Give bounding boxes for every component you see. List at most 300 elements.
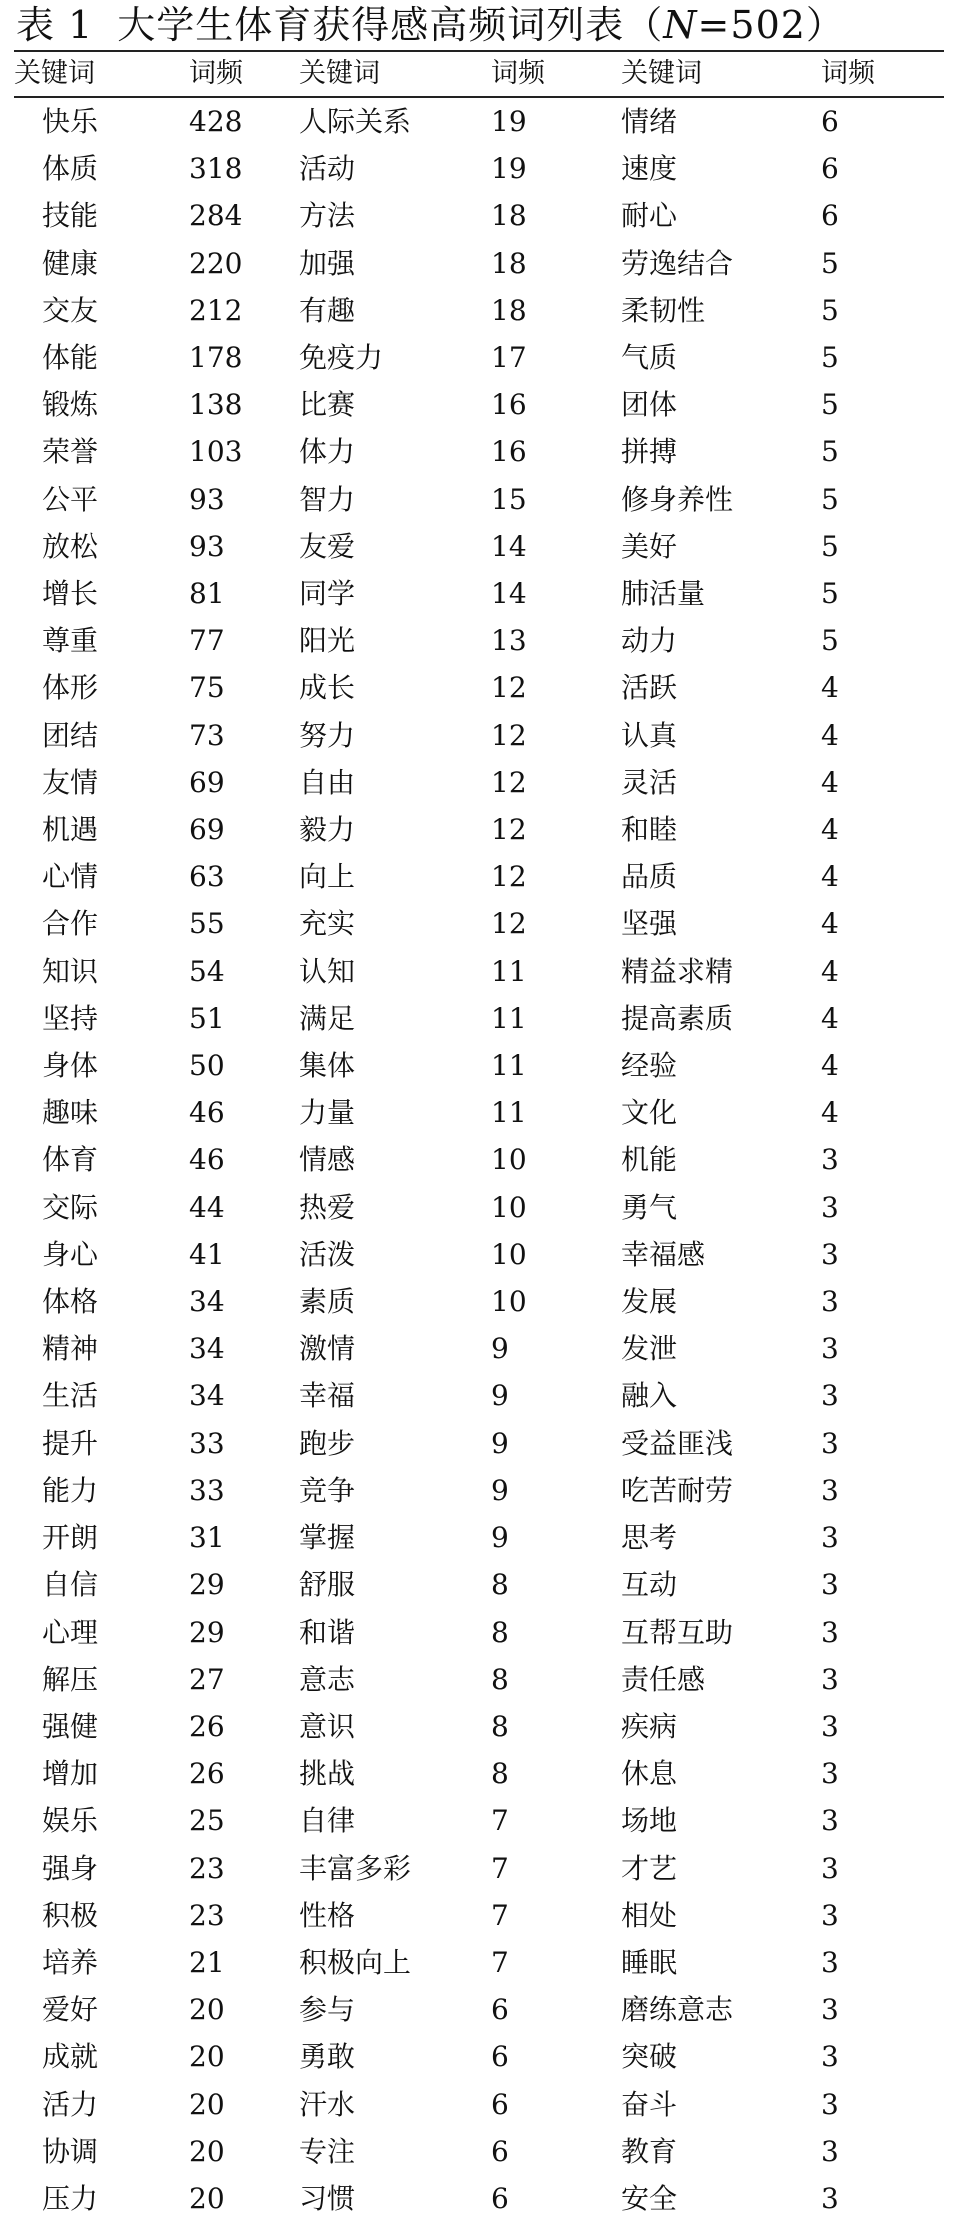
cell-keyword-3: 磨练意志	[621, 1993, 734, 2027]
table-row	[14, 97, 944, 145]
cell-keyword-2: 自由	[299, 765, 356, 799]
table-row	[14, 853, 944, 900]
document-page	[14, 0, 944, 2222]
cell-keyword-1: 体形	[42, 671, 99, 705]
cell-frequency-3: 3	[821, 1757, 839, 1791]
table-title: 大学生体育获得感高频词列表	[117, 3, 625, 47]
cell-frequency-1: 63	[189, 860, 225, 894]
table-row	[14, 192, 944, 239]
cell-keyword-3: 提高素质	[621, 1001, 734, 1035]
cell-keyword-3: 机能	[621, 1143, 678, 1177]
cell-frequency-2: 19	[491, 152, 527, 186]
cell-frequency-2: 9	[491, 1332, 509, 1366]
cell-keyword-2: 认知	[299, 954, 356, 988]
cell-keyword-2: 向上	[299, 860, 356, 894]
cell-frequency-3: 5	[821, 341, 839, 375]
cell-frequency-2: 8	[491, 1568, 509, 1602]
cell-keyword-3: 吃苦耐劳	[621, 1473, 734, 1507]
cell-keyword-2: 有趣	[299, 293, 356, 327]
table-caption	[14, 0, 944, 50]
sample-size-value: =502	[697, 3, 806, 47]
cell-keyword-1: 精神	[42, 1332, 99, 1366]
cell-keyword-3: 才艺	[621, 1851, 678, 1885]
cell-keyword-1: 活力	[42, 2087, 99, 2121]
cell-frequency-1: 93	[189, 529, 225, 563]
cell-keyword-1: 解压	[42, 1662, 99, 1696]
cell-frequency-2: 11	[491, 954, 527, 988]
cell-keyword-1: 机遇	[42, 813, 99, 847]
cell-frequency-2: 9	[491, 1521, 509, 1555]
table-row	[14, 2081, 944, 2128]
table-row	[14, 617, 944, 664]
table-header-row	[14, 51, 944, 97]
cell-frequency-2: 12	[491, 765, 527, 799]
table-row	[14, 428, 944, 475]
cell-frequency-3: 3	[821, 2134, 839, 2168]
table-row	[14, 334, 944, 381]
cell-keyword-3: 坚强	[621, 907, 678, 941]
table-row	[14, 381, 944, 428]
cell-frequency-1: 20	[189, 2134, 225, 2168]
sample-size-symbol: N	[663, 3, 698, 47]
table-row	[14, 995, 944, 1042]
cell-frequency-3: 3	[821, 1709, 839, 1743]
cell-frequency-2: 6	[491, 2040, 509, 2074]
cell-frequency-3: 6	[821, 105, 839, 138]
cell-keyword-1: 体质	[42, 152, 99, 186]
cell-frequency-2: 12	[491, 718, 527, 752]
cell-frequency-3: 3	[821, 1190, 839, 1224]
cell-frequency-1: 20	[189, 2087, 225, 2121]
cell-frequency-3: 3	[821, 1615, 839, 1649]
cell-keyword-1: 自信	[42, 1568, 99, 1602]
cell-frequency-3: 4	[821, 907, 839, 941]
cell-keyword-2: 免疫力	[299, 341, 384, 375]
table-row	[14, 2175, 944, 2222]
cell-keyword-1: 生活	[42, 1379, 99, 1413]
cell-frequency-2: 10	[491, 1285, 527, 1319]
cell-frequency-2: 10	[491, 1143, 527, 1177]
cell-frequency-1: 46	[189, 1096, 225, 1130]
caption-close-paren: ）	[805, 3, 845, 47]
cell-keyword-2: 加强	[299, 246, 356, 280]
cell-keyword-3: 气质	[621, 341, 678, 375]
cell-frequency-2: 16	[491, 388, 527, 422]
cell-keyword-2: 努力	[299, 718, 356, 752]
cell-keyword-1: 尊重	[42, 624, 99, 658]
cell-frequency-3: 4	[821, 954, 839, 988]
cell-frequency-1: 75	[189, 671, 225, 705]
cell-frequency-1: 51	[189, 1001, 225, 1035]
cell-keyword-2: 性格	[299, 1898, 356, 1932]
header-keyword-1: 关键词	[14, 51, 189, 97]
cell-keyword-1: 积极	[42, 1898, 99, 1932]
cell-keyword-2: 掌握	[299, 1521, 356, 1555]
cell-keyword-2: 幸福	[299, 1379, 356, 1413]
cell-keyword-1: 合作	[42, 907, 99, 941]
cell-keyword-3: 经验	[621, 1049, 678, 1083]
table-row	[14, 1231, 944, 1278]
cell-keyword-3: 责任感	[621, 1662, 706, 1696]
cell-frequency-3: 4	[821, 1096, 839, 1130]
cell-keyword-1: 公平	[42, 482, 99, 516]
cell-keyword-3: 场地	[621, 1804, 678, 1838]
table-row	[14, 287, 944, 334]
cell-keyword-1: 趣味	[42, 1096, 99, 1130]
cell-keyword-1: 娱乐	[42, 1804, 99, 1838]
cell-keyword-1: 成就	[42, 2040, 99, 2074]
cell-keyword-3: 劳逸结合	[621, 246, 734, 280]
cell-frequency-1: 93	[189, 482, 225, 516]
cell-frequency-2: 7	[491, 1804, 509, 1838]
cell-keyword-3: 肺活量	[621, 577, 706, 611]
table-row	[14, 712, 944, 759]
cell-frequency-3: 3	[821, 1662, 839, 1696]
cell-frequency-1: 220	[189, 246, 243, 280]
table-row	[14, 1656, 944, 1703]
keyword-frequency-table	[14, 50, 944, 2222]
cell-keyword-2: 智力	[299, 482, 356, 516]
cell-keyword-2: 比赛	[299, 388, 356, 422]
cell-keyword-2: 素质	[299, 1285, 356, 1319]
cell-keyword-1: 身心	[42, 1237, 99, 1271]
cell-frequency-2: 6	[491, 1993, 509, 2027]
cell-keyword-2: 情感	[299, 1143, 356, 1177]
cell-keyword-2: 力量	[299, 1096, 356, 1130]
cell-keyword-3: 美好	[621, 529, 678, 563]
cell-keyword-2: 热爱	[299, 1190, 356, 1224]
cell-frequency-1: 27	[189, 1662, 225, 1696]
cell-frequency-3: 3	[821, 1568, 839, 1602]
table-row	[14, 1467, 944, 1514]
table-row	[14, 523, 944, 570]
cell-frequency-1: 23	[189, 1851, 225, 1885]
cell-frequency-3: 3	[821, 1993, 839, 2027]
cell-frequency-1: 50	[189, 1049, 225, 1083]
table-row	[14, 1986, 944, 2033]
cell-keyword-2: 成长	[299, 671, 356, 705]
cell-frequency-2: 6	[491, 2134, 509, 2168]
cell-frequency-3: 3	[821, 1473, 839, 1507]
cell-frequency-1: 138	[189, 388, 243, 422]
cell-frequency-2: 7	[491, 1898, 509, 1932]
table-row	[14, 806, 944, 853]
cell-frequency-1: 318	[189, 152, 243, 186]
cell-frequency-3: 3	[821, 1521, 839, 1555]
cell-keyword-2: 竞争	[299, 1473, 356, 1507]
cell-frequency-3: 3	[821, 1945, 839, 1979]
cell-frequency-1: 428	[189, 105, 243, 138]
cell-keyword-3: 教育	[621, 2134, 678, 2168]
table-number: 表 1	[16, 3, 94, 47]
cell-keyword-2: 丰富多彩	[299, 1851, 412, 1885]
cell-frequency-3: 4	[821, 813, 839, 847]
cell-frequency-1: 46	[189, 1143, 225, 1177]
table-row	[14, 1797, 944, 1844]
cell-keyword-2: 活动	[299, 152, 356, 186]
table-row	[14, 1420, 944, 1467]
cell-frequency-3: 3	[821, 2181, 839, 2215]
cell-keyword-3: 互动	[621, 1568, 678, 1602]
cell-keyword-1: 强身	[42, 1851, 99, 1885]
cell-frequency-2: 12	[491, 907, 527, 941]
cell-frequency-1: 178	[189, 341, 243, 375]
cell-keyword-1: 能力	[42, 1473, 99, 1507]
cell-keyword-3: 幸福感	[621, 1237, 706, 1271]
cell-keyword-1: 心情	[42, 860, 99, 894]
table-row	[14, 1750, 944, 1797]
cell-keyword-2: 同学	[299, 577, 356, 611]
cell-frequency-1: 81	[189, 577, 225, 611]
cell-keyword-1: 快乐	[42, 105, 99, 138]
cell-keyword-3: 柔韧性	[621, 293, 706, 327]
cell-frequency-3: 6	[821, 152, 839, 186]
table-row	[14, 1892, 944, 1939]
cell-frequency-2: 12	[491, 860, 527, 894]
cell-frequency-2: 9	[491, 1426, 509, 1460]
cell-keyword-2: 专注	[299, 2134, 356, 2168]
cell-keyword-2: 活泼	[299, 1237, 356, 1271]
table-row	[14, 476, 944, 523]
cell-keyword-3: 和睦	[621, 813, 678, 847]
cell-frequency-1: 21	[189, 1945, 225, 1979]
cell-frequency-1: 26	[189, 1757, 225, 1791]
cell-frequency-2: 7	[491, 1945, 509, 1979]
cell-frequency-3: 3	[821, 1379, 839, 1413]
cell-frequency-1: 69	[189, 813, 225, 847]
cell-keyword-2: 意识	[299, 1709, 356, 1743]
cell-frequency-3: 3	[821, 1237, 839, 1271]
cell-keyword-1: 体育	[42, 1143, 99, 1177]
table-row	[14, 948, 944, 995]
cell-keyword-1: 知识	[42, 954, 99, 988]
table-row	[14, 1845, 944, 1892]
cell-frequency-3: 3	[821, 1426, 839, 1460]
cell-frequency-1: 41	[189, 1237, 225, 1271]
cell-keyword-1: 友情	[42, 765, 99, 799]
cell-keyword-2: 和谐	[299, 1615, 356, 1649]
cell-frequency-3: 5	[821, 577, 839, 611]
table-row	[14, 1089, 944, 1136]
cell-keyword-2: 参与	[299, 1993, 356, 2027]
cell-frequency-2: 7	[491, 1851, 509, 1885]
cell-keyword-2: 体力	[299, 435, 356, 469]
cell-keyword-2: 舒服	[299, 1568, 356, 1602]
cell-frequency-1: 29	[189, 1615, 225, 1649]
table-row	[14, 900, 944, 947]
table-row	[14, 1136, 944, 1183]
cell-frequency-1: 284	[189, 199, 243, 233]
cell-keyword-3: 疾病	[621, 1709, 678, 1743]
cell-frequency-2: 11	[491, 1001, 527, 1035]
cell-keyword-1: 锻炼	[42, 388, 99, 422]
cell-keyword-3: 动力	[621, 624, 678, 658]
cell-frequency-2: 9	[491, 1473, 509, 1507]
cell-frequency-3: 5	[821, 388, 839, 422]
header-frequency-1: 词频	[189, 51, 299, 97]
cell-keyword-1: 体能	[42, 341, 99, 375]
cell-frequency-1: 54	[189, 954, 225, 988]
cell-keyword-3: 奋斗	[621, 2087, 678, 2121]
cell-frequency-1: 73	[189, 718, 225, 752]
cell-keyword-2: 习惯	[299, 2181, 356, 2215]
table-row	[14, 2128, 944, 2175]
cell-frequency-1: 25	[189, 1804, 225, 1838]
cell-keyword-3: 突破	[621, 2040, 678, 2074]
cell-keyword-1: 提升	[42, 1426, 99, 1460]
table-row	[14, 570, 944, 617]
cell-frequency-2: 10	[491, 1237, 527, 1271]
cell-frequency-1: 26	[189, 1709, 225, 1743]
cell-frequency-3: 3	[821, 1851, 839, 1885]
header-keyword-3: 关键词	[621, 51, 821, 97]
cell-frequency-2: 12	[491, 813, 527, 847]
cell-frequency-2: 10	[491, 1190, 527, 1224]
table-row	[14, 2033, 944, 2080]
cell-frequency-2: 19	[491, 105, 527, 138]
table-row	[14, 1325, 944, 1372]
cell-frequency-2: 6	[491, 2181, 509, 2215]
cell-keyword-2: 人际关系	[299, 105, 412, 138]
header-frequency-3: 词频	[821, 51, 944, 97]
cell-keyword-1: 协调	[42, 2134, 99, 2168]
cell-keyword-2: 阳光	[299, 624, 356, 658]
cell-keyword-3: 发泄	[621, 1332, 678, 1366]
cell-frequency-3: 6	[821, 199, 839, 233]
cell-keyword-1: 开朗	[42, 1521, 99, 1555]
cell-keyword-2: 意志	[299, 1662, 356, 1696]
cell-frequency-3: 3	[821, 1285, 839, 1319]
cell-frequency-3: 3	[821, 1804, 839, 1838]
cell-keyword-3: 团体	[621, 388, 678, 422]
cell-keyword-3: 认真	[621, 718, 678, 752]
cell-keyword-1: 心理	[42, 1615, 99, 1649]
cell-keyword-1: 健康	[42, 246, 99, 280]
cell-frequency-1: 33	[189, 1426, 225, 1460]
cell-frequency-3: 4	[821, 718, 839, 752]
cell-frequency-1: 34	[189, 1285, 225, 1319]
cell-keyword-2: 满足	[299, 1001, 356, 1035]
cell-frequency-3: 3	[821, 1143, 839, 1177]
cell-frequency-2: 8	[491, 1709, 509, 1743]
cell-frequency-2: 16	[491, 435, 527, 469]
cell-frequency-3: 5	[821, 482, 839, 516]
cell-frequency-3: 3	[821, 1332, 839, 1366]
table-row	[14, 1703, 944, 1750]
cell-frequency-2: 18	[491, 293, 527, 327]
cell-keyword-3: 灵活	[621, 765, 678, 799]
cell-keyword-2: 毅力	[299, 813, 356, 847]
cell-keyword-2: 方法	[299, 199, 356, 233]
cell-frequency-3: 4	[821, 860, 839, 894]
cell-frequency-1: 44	[189, 1190, 225, 1224]
cell-keyword-3: 文化	[621, 1096, 678, 1130]
table-body	[14, 97, 944, 2222]
cell-frequency-1: 77	[189, 624, 225, 658]
cell-frequency-2: 15	[491, 482, 527, 516]
cell-frequency-1: 103	[189, 435, 243, 469]
cell-keyword-3: 速度	[621, 152, 678, 186]
cell-frequency-3: 5	[821, 293, 839, 327]
cell-frequency-2: 6	[491, 2087, 509, 2121]
cell-frequency-1: 23	[189, 1898, 225, 1932]
cell-frequency-2: 12	[491, 671, 527, 705]
cell-keyword-3: 勇气	[621, 1190, 678, 1224]
cell-keyword-1: 体格	[42, 1285, 99, 1319]
cell-frequency-2: 11	[491, 1096, 527, 1130]
cell-keyword-1: 坚持	[42, 1001, 99, 1035]
cell-frequency-1: 34	[189, 1379, 225, 1413]
cell-frequency-2: 17	[491, 341, 527, 375]
table-row	[14, 1561, 944, 1608]
cell-keyword-1: 团结	[42, 718, 99, 752]
cell-keyword-3: 修身养性	[621, 482, 734, 516]
cell-frequency-1: 29	[189, 1568, 225, 1602]
cell-keyword-3: 情绪	[621, 105, 678, 138]
cell-keyword-1: 强健	[42, 1709, 99, 1743]
cell-frequency-1: 212	[189, 293, 243, 327]
cell-frequency-3: 4	[821, 671, 839, 705]
table-row	[14, 1184, 944, 1231]
cell-keyword-2: 跑步	[299, 1426, 356, 1460]
cell-keyword-2: 激情	[299, 1332, 356, 1366]
cell-frequency-2: 14	[491, 577, 527, 611]
cell-frequency-1: 34	[189, 1332, 225, 1366]
table-row	[14, 1609, 944, 1656]
cell-keyword-3: 精益求精	[621, 954, 734, 988]
cell-keyword-1: 压力	[42, 2181, 99, 2215]
cell-keyword-1: 技能	[42, 199, 99, 233]
cell-frequency-3: 3	[821, 2087, 839, 2121]
cell-keyword-3: 活跃	[621, 671, 678, 705]
cell-keyword-1: 增长	[42, 577, 99, 611]
cell-keyword-1: 荣誉	[42, 435, 99, 469]
cell-keyword-3: 耐心	[621, 199, 678, 233]
cell-keyword-3: 品质	[621, 860, 678, 894]
table-row	[14, 1042, 944, 1089]
cell-keyword-3: 休息	[621, 1757, 678, 1791]
cell-keyword-1: 交友	[42, 293, 99, 327]
cell-keyword-3: 思考	[621, 1521, 678, 1555]
cell-frequency-3: 5	[821, 435, 839, 469]
cell-keyword-1: 放松	[42, 529, 99, 563]
cell-frequency-3: 4	[821, 765, 839, 799]
cell-frequency-2: 8	[491, 1615, 509, 1649]
cell-frequency-3: 3	[821, 1898, 839, 1932]
cell-frequency-1: 20	[189, 2181, 225, 2215]
cell-frequency-2: 8	[491, 1662, 509, 1696]
cell-frequency-3: 5	[821, 624, 839, 658]
header-frequency-2: 词频	[491, 51, 621, 97]
cell-keyword-3: 睡眠	[621, 1945, 678, 1979]
cell-frequency-3: 5	[821, 529, 839, 563]
table-row	[14, 759, 944, 806]
cell-keyword-2: 自律	[299, 1804, 356, 1838]
cell-frequency-2: 9	[491, 1379, 509, 1413]
cell-keyword-2: 汗水	[299, 2087, 356, 2121]
cell-keyword-1: 交际	[42, 1190, 99, 1224]
cell-frequency-1: 31	[189, 1521, 225, 1555]
caption-open-paren: （	[624, 3, 664, 47]
cell-keyword-1: 增加	[42, 1757, 99, 1791]
cell-frequency-2: 13	[491, 624, 527, 658]
cell-keyword-2: 集体	[299, 1049, 356, 1083]
cell-frequency-2: 18	[491, 246, 527, 280]
cell-keyword-3: 发展	[621, 1285, 678, 1319]
cell-frequency-3: 5	[821, 246, 839, 280]
cell-keyword-1: 身体	[42, 1049, 99, 1083]
cell-keyword-3: 互帮互助	[621, 1615, 734, 1649]
